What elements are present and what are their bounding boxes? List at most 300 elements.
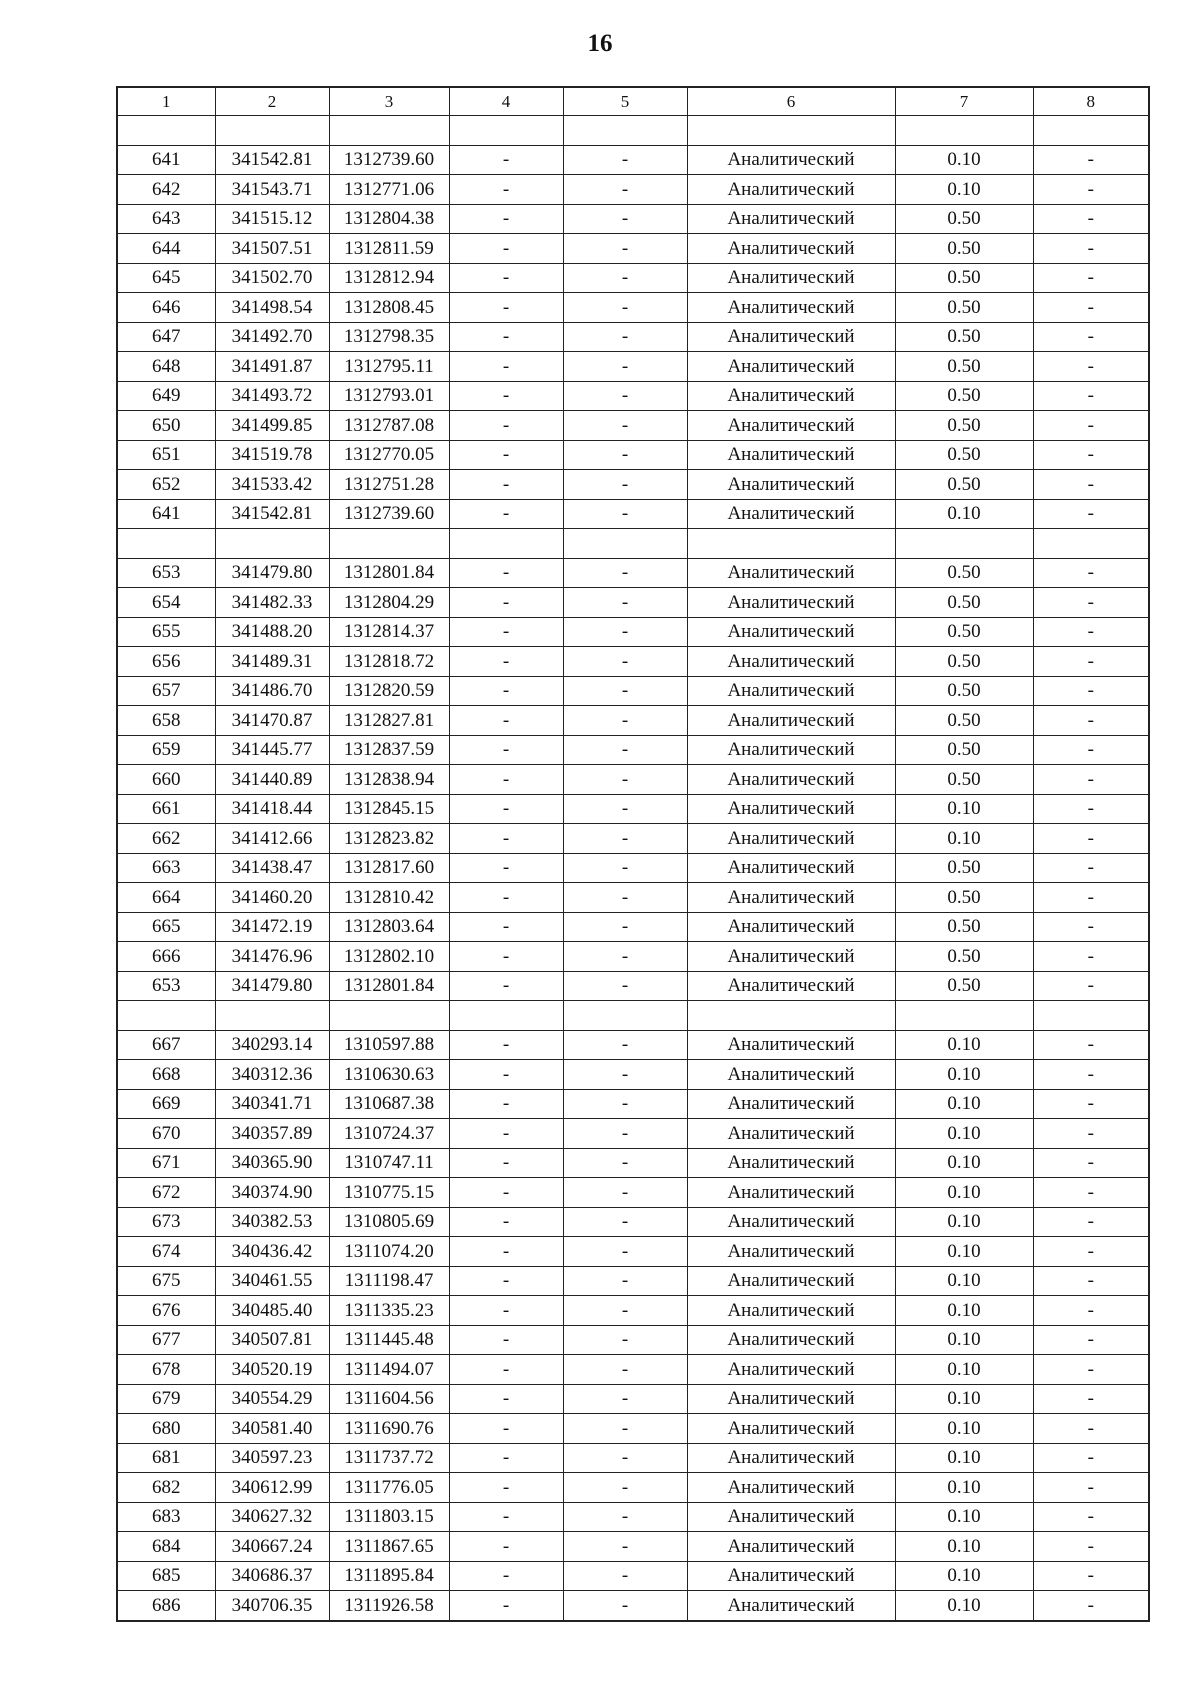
table-cell: 1312803.64 (329, 912, 449, 942)
empty-cell (117, 1001, 215, 1031)
table-cell: - (1033, 1443, 1149, 1473)
table-cell: 1310805.69 (329, 1207, 449, 1237)
table-cell: - (449, 558, 563, 588)
table-cell: Аналитический (687, 1532, 895, 1562)
table-cell: 341479.80 (215, 971, 329, 1001)
table-cell: - (1033, 1414, 1149, 1444)
table-cell: Аналитический (687, 1296, 895, 1326)
table-row (117, 1060, 1149, 1090)
table-cell: - (563, 853, 687, 883)
table-cell: - (563, 1561, 687, 1591)
table-cell: 341502.70 (215, 263, 329, 293)
table-cell: - (449, 411, 563, 441)
table-cell: Аналитический (687, 1591, 895, 1621)
table-cell: 340706.35 (215, 1591, 329, 1621)
table-cell: - (449, 617, 563, 647)
table-cell: 668 (117, 1060, 215, 1090)
table-cell: - (563, 1443, 687, 1473)
table-cell: 1311494.07 (329, 1355, 449, 1385)
table-cell: 1312770.05 (329, 440, 449, 470)
table-cell: - (449, 145, 563, 175)
table-cell: Аналитический (687, 411, 895, 441)
table-cell: 340436.42 (215, 1237, 329, 1267)
empty-cell (215, 529, 329, 559)
table-cell: 0.10 (895, 1030, 1033, 1060)
table-cell: 1311445.48 (329, 1325, 449, 1355)
table-cell: 657 (117, 676, 215, 706)
table-cell: - (449, 1473, 563, 1503)
table-row (117, 322, 1149, 352)
separator-row (117, 116, 1149, 146)
table-cell: - (1033, 1148, 1149, 1178)
table-cell: - (449, 588, 563, 618)
table-cell: Аналитический (687, 588, 895, 618)
table-cell: - (1033, 1502, 1149, 1532)
table-cell: - (449, 293, 563, 323)
table-row (117, 706, 1149, 736)
table-cell: - (563, 381, 687, 411)
table-cell: - (563, 735, 687, 765)
table-cell: 649 (117, 381, 215, 411)
table-cell: - (563, 1148, 687, 1178)
table-cell: 675 (117, 1266, 215, 1296)
table-cell: 340374.90 (215, 1178, 329, 1208)
table-cell: Аналитический (687, 499, 895, 529)
table-cell: 341542.81 (215, 499, 329, 529)
table-row (117, 735, 1149, 765)
table-cell: Аналитический (687, 706, 895, 736)
table-cell: 1312804.38 (329, 204, 449, 234)
table-cell: Аналитический (687, 794, 895, 824)
table-cell: Аналитический (687, 1355, 895, 1385)
table-cell: 685 (117, 1561, 215, 1591)
table-cell: - (449, 381, 563, 411)
table-cell: Аналитический (687, 647, 895, 677)
table-cell: 0.50 (895, 322, 1033, 352)
table-cell: - (1033, 1532, 1149, 1562)
table-row (117, 411, 1149, 441)
table-cell: - (1033, 647, 1149, 677)
table-cell: 0.50 (895, 470, 1033, 500)
empty-cell (895, 529, 1033, 559)
table-cell: - (449, 1207, 563, 1237)
table-cell: Аналитический (687, 322, 895, 352)
coordinates-table (116, 86, 1150, 1622)
table-cell: 1311604.56 (329, 1384, 449, 1414)
table-cell: 662 (117, 824, 215, 854)
table-cell: 682 (117, 1473, 215, 1503)
table-cell: - (1033, 234, 1149, 264)
table-cell: - (563, 617, 687, 647)
table-cell: 0.10 (895, 1089, 1033, 1119)
table-cell: 340357.89 (215, 1119, 329, 1149)
table-cell: - (563, 1532, 687, 1562)
table-cell: - (449, 234, 563, 264)
table-cell: 658 (117, 706, 215, 736)
table-cell: - (449, 883, 563, 913)
table-cell: 340485.40 (215, 1296, 329, 1326)
table-row (117, 1296, 1149, 1326)
table-cell: - (563, 440, 687, 470)
table-cell: 0.10 (895, 1384, 1033, 1414)
table-cell: - (563, 411, 687, 441)
table-cell: - (563, 499, 687, 529)
table-cell: - (563, 145, 687, 175)
table-cell: 0.10 (895, 1207, 1033, 1237)
table-cell: 1312827.81 (329, 706, 449, 736)
empty-cell (1033, 116, 1149, 146)
table-cell: 660 (117, 765, 215, 795)
table-cell: - (563, 263, 687, 293)
table-cell: Аналитический (687, 352, 895, 382)
table-cell: 1312810.42 (329, 883, 449, 913)
table-cell: 641 (117, 145, 215, 175)
table-cell: Аналитический (687, 1325, 895, 1355)
table-cell: 1312837.59 (329, 735, 449, 765)
table-cell: Аналитический (687, 1207, 895, 1237)
table-cell: - (563, 942, 687, 972)
table-cell: 0.10 (895, 1325, 1033, 1355)
table-cell: Аналитический (687, 558, 895, 588)
table-cell: 0.10 (895, 824, 1033, 854)
table-row (117, 1414, 1149, 1444)
table-cell: 653 (117, 558, 215, 588)
table-cell: 1312739.60 (329, 145, 449, 175)
table-cell: - (449, 794, 563, 824)
table-cell: 648 (117, 352, 215, 382)
table-cell: - (449, 676, 563, 706)
table-row (117, 352, 1149, 382)
table-cell: - (449, 1325, 563, 1355)
table-cell: - (563, 1473, 687, 1503)
table-cell: - (1033, 1119, 1149, 1149)
table-cell: - (449, 1237, 563, 1267)
table-cell: 341472.19 (215, 912, 329, 942)
table-cell: 341418.44 (215, 794, 329, 824)
table-row (117, 676, 1149, 706)
table-cell: - (449, 470, 563, 500)
table-cell: 666 (117, 942, 215, 972)
table-cell: 0.50 (895, 912, 1033, 942)
table-cell: - (449, 1148, 563, 1178)
table-cell: Аналитический (687, 617, 895, 647)
table-cell: 0.10 (895, 1178, 1033, 1208)
table-cell: 0.10 (895, 1443, 1033, 1473)
table-cell: 644 (117, 234, 215, 264)
table-row (117, 1148, 1149, 1178)
table-cell: - (449, 1089, 563, 1119)
table-cell: - (1033, 322, 1149, 352)
table-cell: - (1033, 1296, 1149, 1326)
table-cell: 681 (117, 1443, 215, 1473)
table-cell: - (449, 1532, 563, 1562)
table-cell: - (1033, 824, 1149, 854)
table-cell: 0.50 (895, 971, 1033, 1001)
column-header: 2 (215, 87, 329, 116)
table-cell: 1312802.10 (329, 942, 449, 972)
table-cell: 1312751.28 (329, 470, 449, 500)
table-cell: 1312795.11 (329, 352, 449, 382)
table-cell: 1310775.15 (329, 1178, 449, 1208)
table-cell: - (1033, 1089, 1149, 1119)
table-cell: 651 (117, 440, 215, 470)
table-cell: - (1033, 263, 1149, 293)
table-cell: 0.50 (895, 411, 1033, 441)
table-cell: - (449, 971, 563, 1001)
table-cell: - (449, 440, 563, 470)
column-header: 5 (563, 87, 687, 116)
table-cell: 1312808.45 (329, 293, 449, 323)
table-cell: Аналитический (687, 735, 895, 765)
table-cell: 653 (117, 971, 215, 1001)
table-cell: 1312817.60 (329, 853, 449, 883)
table-row (117, 1089, 1149, 1119)
table-cell: 341492.70 (215, 322, 329, 352)
table-cell: 341515.12 (215, 204, 329, 234)
table-cell: 340312.36 (215, 1060, 329, 1090)
table-cell: - (1033, 765, 1149, 795)
empty-cell (687, 529, 895, 559)
table-cell: 340686.37 (215, 1561, 329, 1591)
table-cell: 646 (117, 293, 215, 323)
column-header: 1 (117, 87, 215, 116)
separator-row (117, 529, 1149, 559)
table-cell: - (563, 1355, 687, 1385)
table-cell: - (563, 971, 687, 1001)
table-cell: 645 (117, 263, 215, 293)
table-cell: Аналитический (687, 234, 895, 264)
table-cell: - (449, 1502, 563, 1532)
table-row (117, 1591, 1149, 1621)
table-cell: - (1033, 440, 1149, 470)
table-cell: 1312793.01 (329, 381, 449, 411)
table-cell: - (563, 1325, 687, 1355)
table-cell: 341486.70 (215, 676, 329, 706)
table-cell: 0.50 (895, 263, 1033, 293)
table-row (117, 588, 1149, 618)
table-cell: 1312798.35 (329, 322, 449, 352)
table-cell: 1312814.37 (329, 617, 449, 647)
table-cell: 340461.55 (215, 1266, 329, 1296)
table-row (117, 1355, 1149, 1385)
empty-cell (895, 1001, 1033, 1031)
table-cell: 0.10 (895, 1414, 1033, 1444)
table-row (117, 1473, 1149, 1503)
table-row (117, 381, 1149, 411)
table-cell: - (1033, 912, 1149, 942)
table-cell: 1312787.08 (329, 411, 449, 441)
table-cell: - (563, 234, 687, 264)
table-cell: 673 (117, 1207, 215, 1237)
table-cell: 670 (117, 1119, 215, 1149)
table-cell: 340365.90 (215, 1148, 329, 1178)
table-cell: Аналитический (687, 145, 895, 175)
table-cell: 341460.20 (215, 883, 329, 913)
table-cell: Аналитический (687, 204, 895, 234)
table-cell: 1312812.94 (329, 263, 449, 293)
table-cell: - (449, 735, 563, 765)
table-cell: Аналитический (687, 440, 895, 470)
table-row (117, 175, 1149, 205)
table-cell: 0.10 (895, 794, 1033, 824)
table-cell: 1310597.88 (329, 1030, 449, 1060)
table-cell: 340507.81 (215, 1325, 329, 1355)
table-cell: - (449, 352, 563, 382)
table-cell: 0.50 (895, 381, 1033, 411)
table-cell: 647 (117, 322, 215, 352)
table-cell: 341412.66 (215, 824, 329, 854)
table-cell: - (449, 912, 563, 942)
table-cell: 340597.23 (215, 1443, 329, 1473)
empty-cell (563, 116, 687, 146)
table-row (117, 824, 1149, 854)
table-cell: - (563, 175, 687, 205)
table-row (117, 647, 1149, 677)
empty-cell (117, 116, 215, 146)
table-cell: Аналитический (687, 1148, 895, 1178)
header-row (117, 87, 1149, 116)
table-cell: 341499.85 (215, 411, 329, 441)
table-cell: - (449, 1355, 563, 1385)
table-cell: 1312771.06 (329, 175, 449, 205)
table-cell: 0.10 (895, 1148, 1033, 1178)
table-cell: 1312739.60 (329, 499, 449, 529)
table-cell: 678 (117, 1355, 215, 1385)
table-row (117, 1502, 1149, 1532)
empty-cell (563, 1001, 687, 1031)
table-cell: 643 (117, 204, 215, 234)
table-cell: 1312820.59 (329, 676, 449, 706)
table-row (117, 234, 1149, 264)
table-cell: 341533.42 (215, 470, 329, 500)
table-cell: 0.10 (895, 1060, 1033, 1090)
table-cell: 667 (117, 1030, 215, 1060)
table-cell: 0.10 (895, 499, 1033, 529)
table-cell: 652 (117, 470, 215, 500)
table-cell: 0.50 (895, 293, 1033, 323)
table-cell: 1311737.72 (329, 1443, 449, 1473)
table-cell: 0.10 (895, 1296, 1033, 1326)
table-cell: Аналитический (687, 1178, 895, 1208)
table-cell: 341543.71 (215, 175, 329, 205)
table-cell: 0.10 (895, 1532, 1033, 1562)
table-cell: Аналитический (687, 824, 895, 854)
table-cell: - (1033, 1237, 1149, 1267)
table-cell: - (449, 322, 563, 352)
table-cell: 664 (117, 883, 215, 913)
table-cell: - (563, 1207, 687, 1237)
table-cell: - (449, 853, 563, 883)
table-cell: - (1033, 411, 1149, 441)
table-cell: - (1033, 1591, 1149, 1621)
table-cell: 340341.71 (215, 1089, 329, 1119)
table-cell: 654 (117, 588, 215, 618)
table-row (117, 1266, 1149, 1296)
table-cell: - (449, 1296, 563, 1326)
table-cell: 0.10 (895, 1355, 1033, 1385)
table-cell: 1310747.11 (329, 1148, 449, 1178)
table-cell: - (449, 1561, 563, 1591)
table-row (117, 883, 1149, 913)
table-cell: 1310687.38 (329, 1089, 449, 1119)
table-cell: - (1033, 794, 1149, 824)
table-cell: - (449, 499, 563, 529)
table-cell: 1311198.47 (329, 1266, 449, 1296)
table-cell: - (563, 676, 687, 706)
table-cell: 656 (117, 647, 215, 677)
table-cell: 661 (117, 794, 215, 824)
table-cell: - (563, 1296, 687, 1326)
table-cell: - (449, 263, 563, 293)
table-cell: - (1033, 1384, 1149, 1414)
table-cell: - (563, 322, 687, 352)
table-cell: - (1033, 1178, 1149, 1208)
table-cell: - (563, 912, 687, 942)
table-cell: - (449, 1443, 563, 1473)
table-cell: - (563, 204, 687, 234)
table-cell: 0.10 (895, 1591, 1033, 1621)
table-cell: 1310630.63 (329, 1060, 449, 1090)
table-cell: - (449, 706, 563, 736)
table-cell: 1312811.59 (329, 234, 449, 264)
table-cell: - (563, 1178, 687, 1208)
table-cell: Аналитический (687, 1561, 895, 1591)
table-cell: - (1033, 1473, 1149, 1503)
table-row (117, 293, 1149, 323)
table-cell: Аналитический (687, 1502, 895, 1532)
empty-cell (1033, 529, 1149, 559)
table-cell: Аналитический (687, 1384, 895, 1414)
table-cell: 1311803.15 (329, 1502, 449, 1532)
table-cell: 1312845.15 (329, 794, 449, 824)
table-cell: Аналитический (687, 853, 895, 883)
table-cell: 341440.89 (215, 765, 329, 795)
table-cell: 641 (117, 499, 215, 529)
table-cell: 686 (117, 1591, 215, 1621)
table-cell: Аналитический (687, 676, 895, 706)
table-cell: 679 (117, 1384, 215, 1414)
table-cell: - (563, 883, 687, 913)
table-row (117, 440, 1149, 470)
table-cell: - (1033, 145, 1149, 175)
table-cell: 341438.47 (215, 853, 329, 883)
table-row (117, 1384, 1149, 1414)
table-cell: 340627.32 (215, 1502, 329, 1532)
table-cell: Аналитический (687, 883, 895, 913)
table-cell: Аналитический (687, 175, 895, 205)
table-cell: 0.50 (895, 735, 1033, 765)
table-row (117, 1207, 1149, 1237)
table-cell: - (1033, 706, 1149, 736)
table-cell: 341542.81 (215, 145, 329, 175)
table-cell: - (449, 647, 563, 677)
table-cell: - (563, 558, 687, 588)
table-row (117, 1561, 1149, 1591)
table-cell: Аналитический (687, 1443, 895, 1473)
table-cell: 1312801.84 (329, 971, 449, 1001)
table-cell: 642 (117, 175, 215, 205)
empty-cell (687, 116, 895, 146)
table-row (117, 1325, 1149, 1355)
table-cell: 1311895.84 (329, 1561, 449, 1591)
table-cell: - (1033, 1060, 1149, 1090)
table-cell: 340667.24 (215, 1532, 329, 1562)
table-cell: - (449, 1591, 563, 1621)
table-row (117, 794, 1149, 824)
table-cell: 0.50 (895, 204, 1033, 234)
empty-cell (215, 1001, 329, 1031)
table-cell: 0.50 (895, 676, 1033, 706)
